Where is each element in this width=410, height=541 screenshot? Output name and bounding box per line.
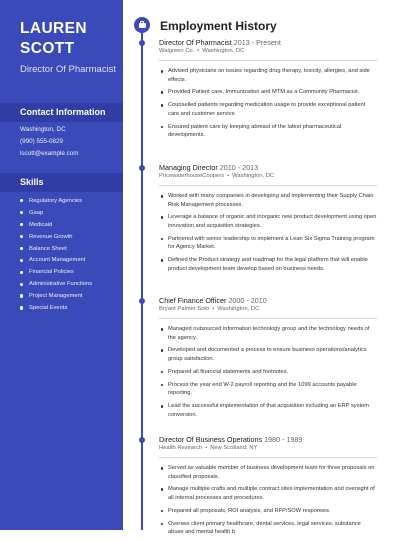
bullet-dot-icon [20, 199, 23, 202]
job-bullet-text: Counselled patients regarding medication usage to provide exceptional patient care and customer service. [168, 102, 366, 117]
job-header [159, 435, 377, 444]
job-company: Walgreen Co. [159, 48, 195, 54]
job-dates: 2013 - Present [233, 38, 281, 47]
separator-dot-icon: • [197, 48, 200, 54]
job-bullet-text: Defined the Product strategy and roadmap for the legal platform that will enable product development team develop based on business needs. [168, 257, 368, 272]
bullet-dot-icon [161, 405, 164, 408]
bullet-dot-icon [20, 283, 23, 286]
job-role: Chief Finance Officer [159, 296, 227, 305]
job-dates: 1980 - 1989 [264, 435, 303, 444]
sidebar [0, 0, 123, 530]
job-bullet [159, 368, 377, 377]
job-bullet-text: Worked with many companies in developing and implementing their Supply Chain Risk Management processes. [168, 193, 374, 208]
job-entry [159, 38, 377, 144]
job-bullet [159, 192, 377, 209]
bullet-dot-icon [161, 126, 164, 129]
job-dates: 2000 - 2010 [228, 296, 267, 305]
job-entry [159, 163, 377, 278]
divider [159, 185, 377, 186]
job-bullet [159, 67, 377, 84]
job-header [159, 296, 377, 305]
job-dates: 2010 - 2013 [219, 163, 259, 172]
job-bullet-text: Advised physicians on issues regarding drug therapy, toxicity, allergies, and side effects. [168, 68, 370, 83]
job-bullet-text: Partnered with senior leadership to implement a Lean Six Sigma Training program for Agency Market. [168, 235, 375, 251]
skill-label: Balance Sheet [29, 245, 67, 252]
skill-label: Medicaid [29, 221, 53, 228]
job-bullet [159, 256, 377, 273]
job-location: Washington, DC [232, 173, 275, 179]
bullet-dot-icon [20, 306, 23, 309]
bullet-dot-icon [20, 235, 23, 238]
job-bullet [159, 464, 377, 481]
job-bullet [159, 507, 377, 516]
divider [159, 457, 377, 458]
job-header [159, 38, 377, 47]
job-bullet-text: Lead the successful implementation of that acquisition including an ERP system conversion. [168, 402, 369, 418]
bullet-dot-icon [20, 271, 23, 274]
job-bullet [159, 235, 377, 252]
skill-item [20, 209, 92, 221]
bullet-dot-icon [161, 195, 164, 198]
job-company: PricewaterhouseCoopers [159, 173, 225, 179]
bullet-dot-icon [161, 238, 164, 241]
skill-label: Gaap [29, 209, 44, 216]
skill-item [20, 280, 92, 292]
job-company: Bryant Palmer Soto [159, 306, 210, 312]
bullet-dot-icon [161, 259, 164, 262]
job-bullet [159, 381, 377, 398]
skill-label: Regulatory Agencies [29, 198, 83, 204]
job-bullet-text: Prepared all proposals, ROI analysis, and RFP/SOW responses. [168, 507, 331, 514]
job-subline [159, 305, 377, 313]
skill-item [20, 197, 92, 209]
skill-item [20, 256, 92, 268]
bullet-dot-icon [20, 259, 23, 262]
job-bullet [159, 88, 377, 97]
job-bullet-text: Developed and documented a process to ensure business operations/analytics group satisfaction. [168, 347, 367, 362]
bullet-dot-icon [161, 349, 164, 352]
job-bullet-text: Oversee client primary healthcare, dental services, legal services, substance abuse and mental health b [168, 520, 361, 536]
job-subline [159, 444, 377, 452]
timeline-dot [139, 298, 145, 304]
job-subline [159, 47, 377, 55]
skill-item [20, 245, 92, 257]
bullet-dot-icon [161, 104, 164, 107]
job-entry [159, 296, 377, 423]
candidate-title: Director Of Pharmacist [20, 64, 117, 75]
bullet-dot-icon [161, 371, 164, 374]
job-role: Managing Director [159, 163, 218, 172]
job-bullet-text: Provided Patient care, Immunization and MTM as a Community Pharmacist. [168, 89, 360, 96]
skill-label: Revenue Growth [29, 233, 73, 240]
job-bullet [159, 325, 377, 342]
skill-item [20, 233, 92, 245]
job-bullet-text: Ensured patient care by keeping abreast of the latest pharmaceutical developments. [168, 123, 342, 139]
contact-email[interactable]: lscott@example.com [20, 150, 79, 157]
skill-label: Special Events [29, 305, 68, 312]
job-bullet [159, 123, 377, 140]
skill-label: Financial Policies [29, 269, 74, 276]
job-bullet-text: Leverage a balance of organic and inorganic new product development using open innovation and acquisition strategies. [168, 214, 377, 229]
job-header [159, 163, 377, 172]
bullet-dot-icon [161, 216, 164, 219]
bullet-dot-icon [161, 510, 164, 513]
job-company: Health Research [159, 445, 203, 451]
bullet-dot-icon [161, 488, 164, 491]
bullet-dot-icon [161, 467, 164, 470]
bullet-dot-icon [161, 70, 164, 73]
job-bullet [159, 520, 377, 537]
job-bullet [159, 101, 377, 118]
job-bullet [159, 213, 377, 230]
bullet-dot-icon [161, 523, 164, 526]
separator-dot-icon: • [205, 445, 208, 451]
briefcase-body [139, 23, 146, 28]
skills-list [20, 197, 92, 316]
job-location: New Scotland, NY [210, 445, 258, 451]
job-role: Director Of Business Operations [159, 435, 263, 444]
skills-heading: Skills [20, 177, 44, 187]
separator-dot-icon: • [227, 173, 230, 179]
job-bullet-text: Served as valuable member of business development team for three proposals on classified proposals. [168, 465, 375, 480]
employment-heading: Employment History [160, 19, 277, 33]
skill-item [20, 268, 92, 280]
divider [159, 318, 377, 319]
skill-item [20, 304, 92, 316]
job-bullet-text: Process the year end W-2 payroll reporting and the 1099 accounts payable reporting. [168, 381, 357, 397]
job-entry [159, 435, 377, 541]
skill-item [20, 292, 92, 304]
job-role: Director Of Pharmacist [159, 38, 232, 47]
skill-label: Account Management [29, 257, 86, 264]
bullet-dot-icon [20, 223, 23, 226]
job-bullet-text: Managed outsourced information technology group and the technology needs of the agency. [168, 326, 370, 341]
bullet-dot-icon [161, 384, 164, 387]
job-bullet-text: Prepared all financial statements and footnotes. [168, 368, 289, 375]
timeline-line [141, 26, 143, 530]
bullet-dot-icon [161, 328, 164, 331]
timeline-dot [139, 437, 145, 443]
divider [159, 60, 377, 61]
separator-dot-icon: • [212, 306, 215, 312]
timeline-dot [139, 40, 145, 46]
job-bullet [159, 346, 377, 363]
skill-label: Project Management [29, 293, 83, 300]
candidate-name: LAUREN SCOTT [20, 20, 87, 57]
timeline-dot [139, 165, 145, 171]
job-subline [159, 172, 377, 180]
briefcase-icon [134, 17, 150, 33]
contact-phone: (990) 555-0829 [20, 138, 64, 145]
job-location: Washington, DC [217, 306, 260, 312]
job-bullet [159, 402, 377, 419]
bullet-dot-icon [20, 211, 23, 214]
skill-label: Administrative Functions [29, 281, 93, 288]
skill-item [20, 221, 92, 233]
contact-heading: Contact Information [20, 107, 106, 117]
contact-location: Washington, DC [20, 126, 66, 133]
bullet-dot-icon [20, 294, 23, 297]
bullet-dot-icon [161, 91, 164, 94]
job-bullet-text: Manage multiple crafts and multiple contract sites implementation and oversight of all internal processes and procedures. [168, 486, 375, 501]
bullet-dot-icon [20, 247, 23, 250]
job-location: Washington, DC [202, 48, 245, 54]
job-bullet [159, 485, 377, 502]
